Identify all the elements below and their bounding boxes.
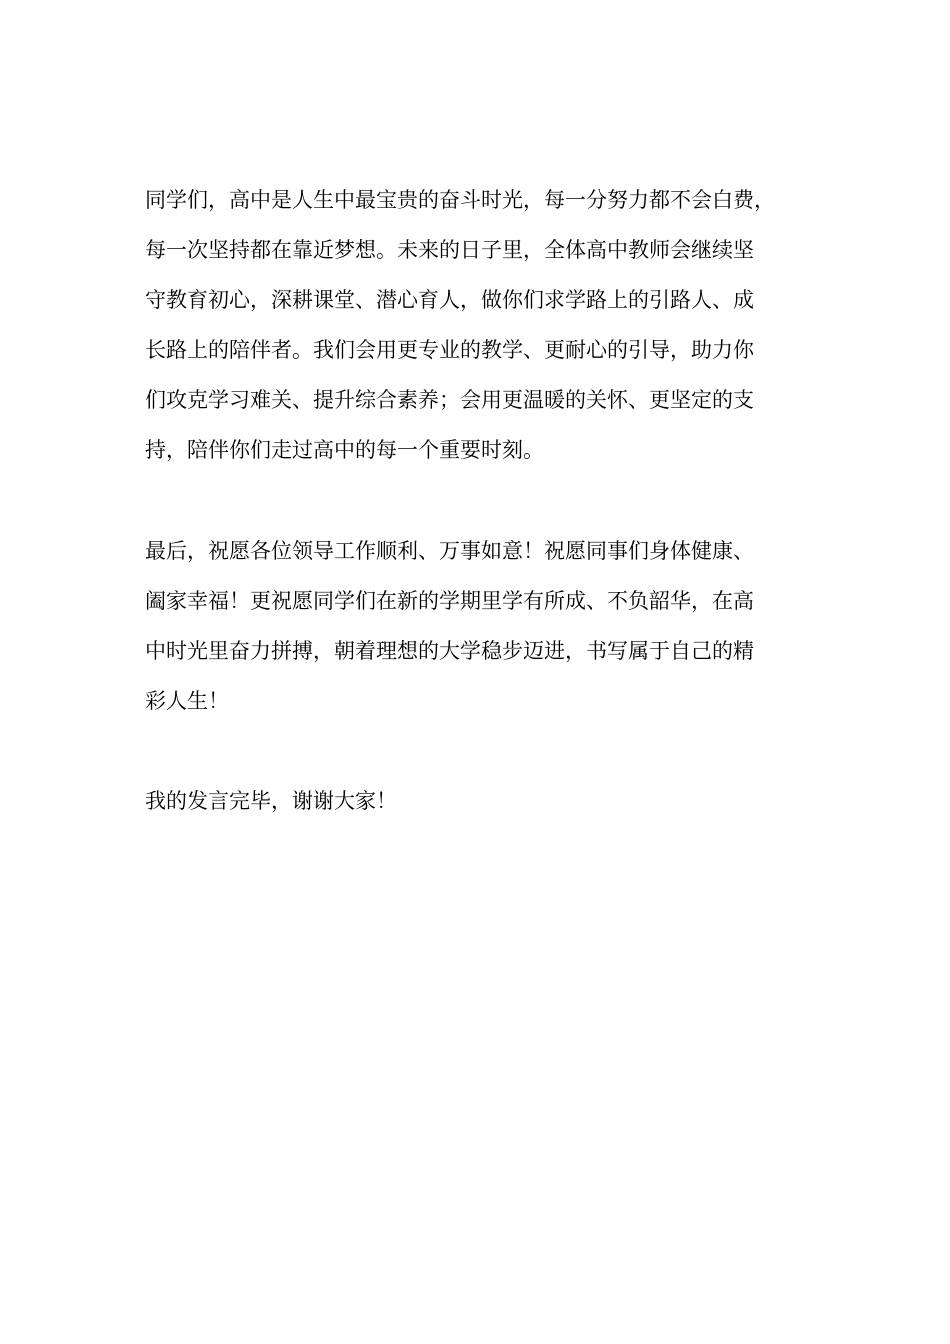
paragraph-line: 守教育初心，深耕课堂、潜心育人，做你们求学路上的引路人、成	[145, 288, 754, 312]
paragraph-line: 我的发言完毕，谢谢大家！	[145, 789, 397, 813]
paragraph-line: 阖家幸福！更祝愿同学们在新的学期里学有所成、不负韶华，在高	[145, 589, 754, 613]
paragraph-closing-remark	[145, 776, 835, 826]
paragraph-line: 每一次坚持都在靠近梦想。未来的日子里，全体高中教师会继续坚	[145, 238, 754, 262]
paragraph-line: 同学们，高中是人生中最宝贵的奋斗时光，每一分努力都不会白费，	[145, 188, 775, 212]
paragraph-line: 彩人生！	[145, 689, 229, 713]
paragraph-line: 最后，祝愿各位领导工作顺利、万事如意！祝愿同事们身体健康、	[145, 539, 754, 563]
paragraph-line: 持，陪伴你们走过高中的每一个重要时刻。	[145, 438, 544, 462]
paragraph-line: 们攻克学习难关、提升综合素养；会用更温暖的关怀、更坚定的支	[145, 388, 754, 412]
paragraph-line: 长路上的陪伴者。我们会用更专业的教学、更耐心的引导，助力你	[145, 338, 754, 362]
paragraph-line: 中时光里奋力拼搏，朝着理想的大学稳步迈进，书写属于自己的精	[145, 639, 754, 663]
paragraph-wishes	[145, 526, 835, 726]
paragraph-closing-message-to-students	[145, 175, 835, 475]
